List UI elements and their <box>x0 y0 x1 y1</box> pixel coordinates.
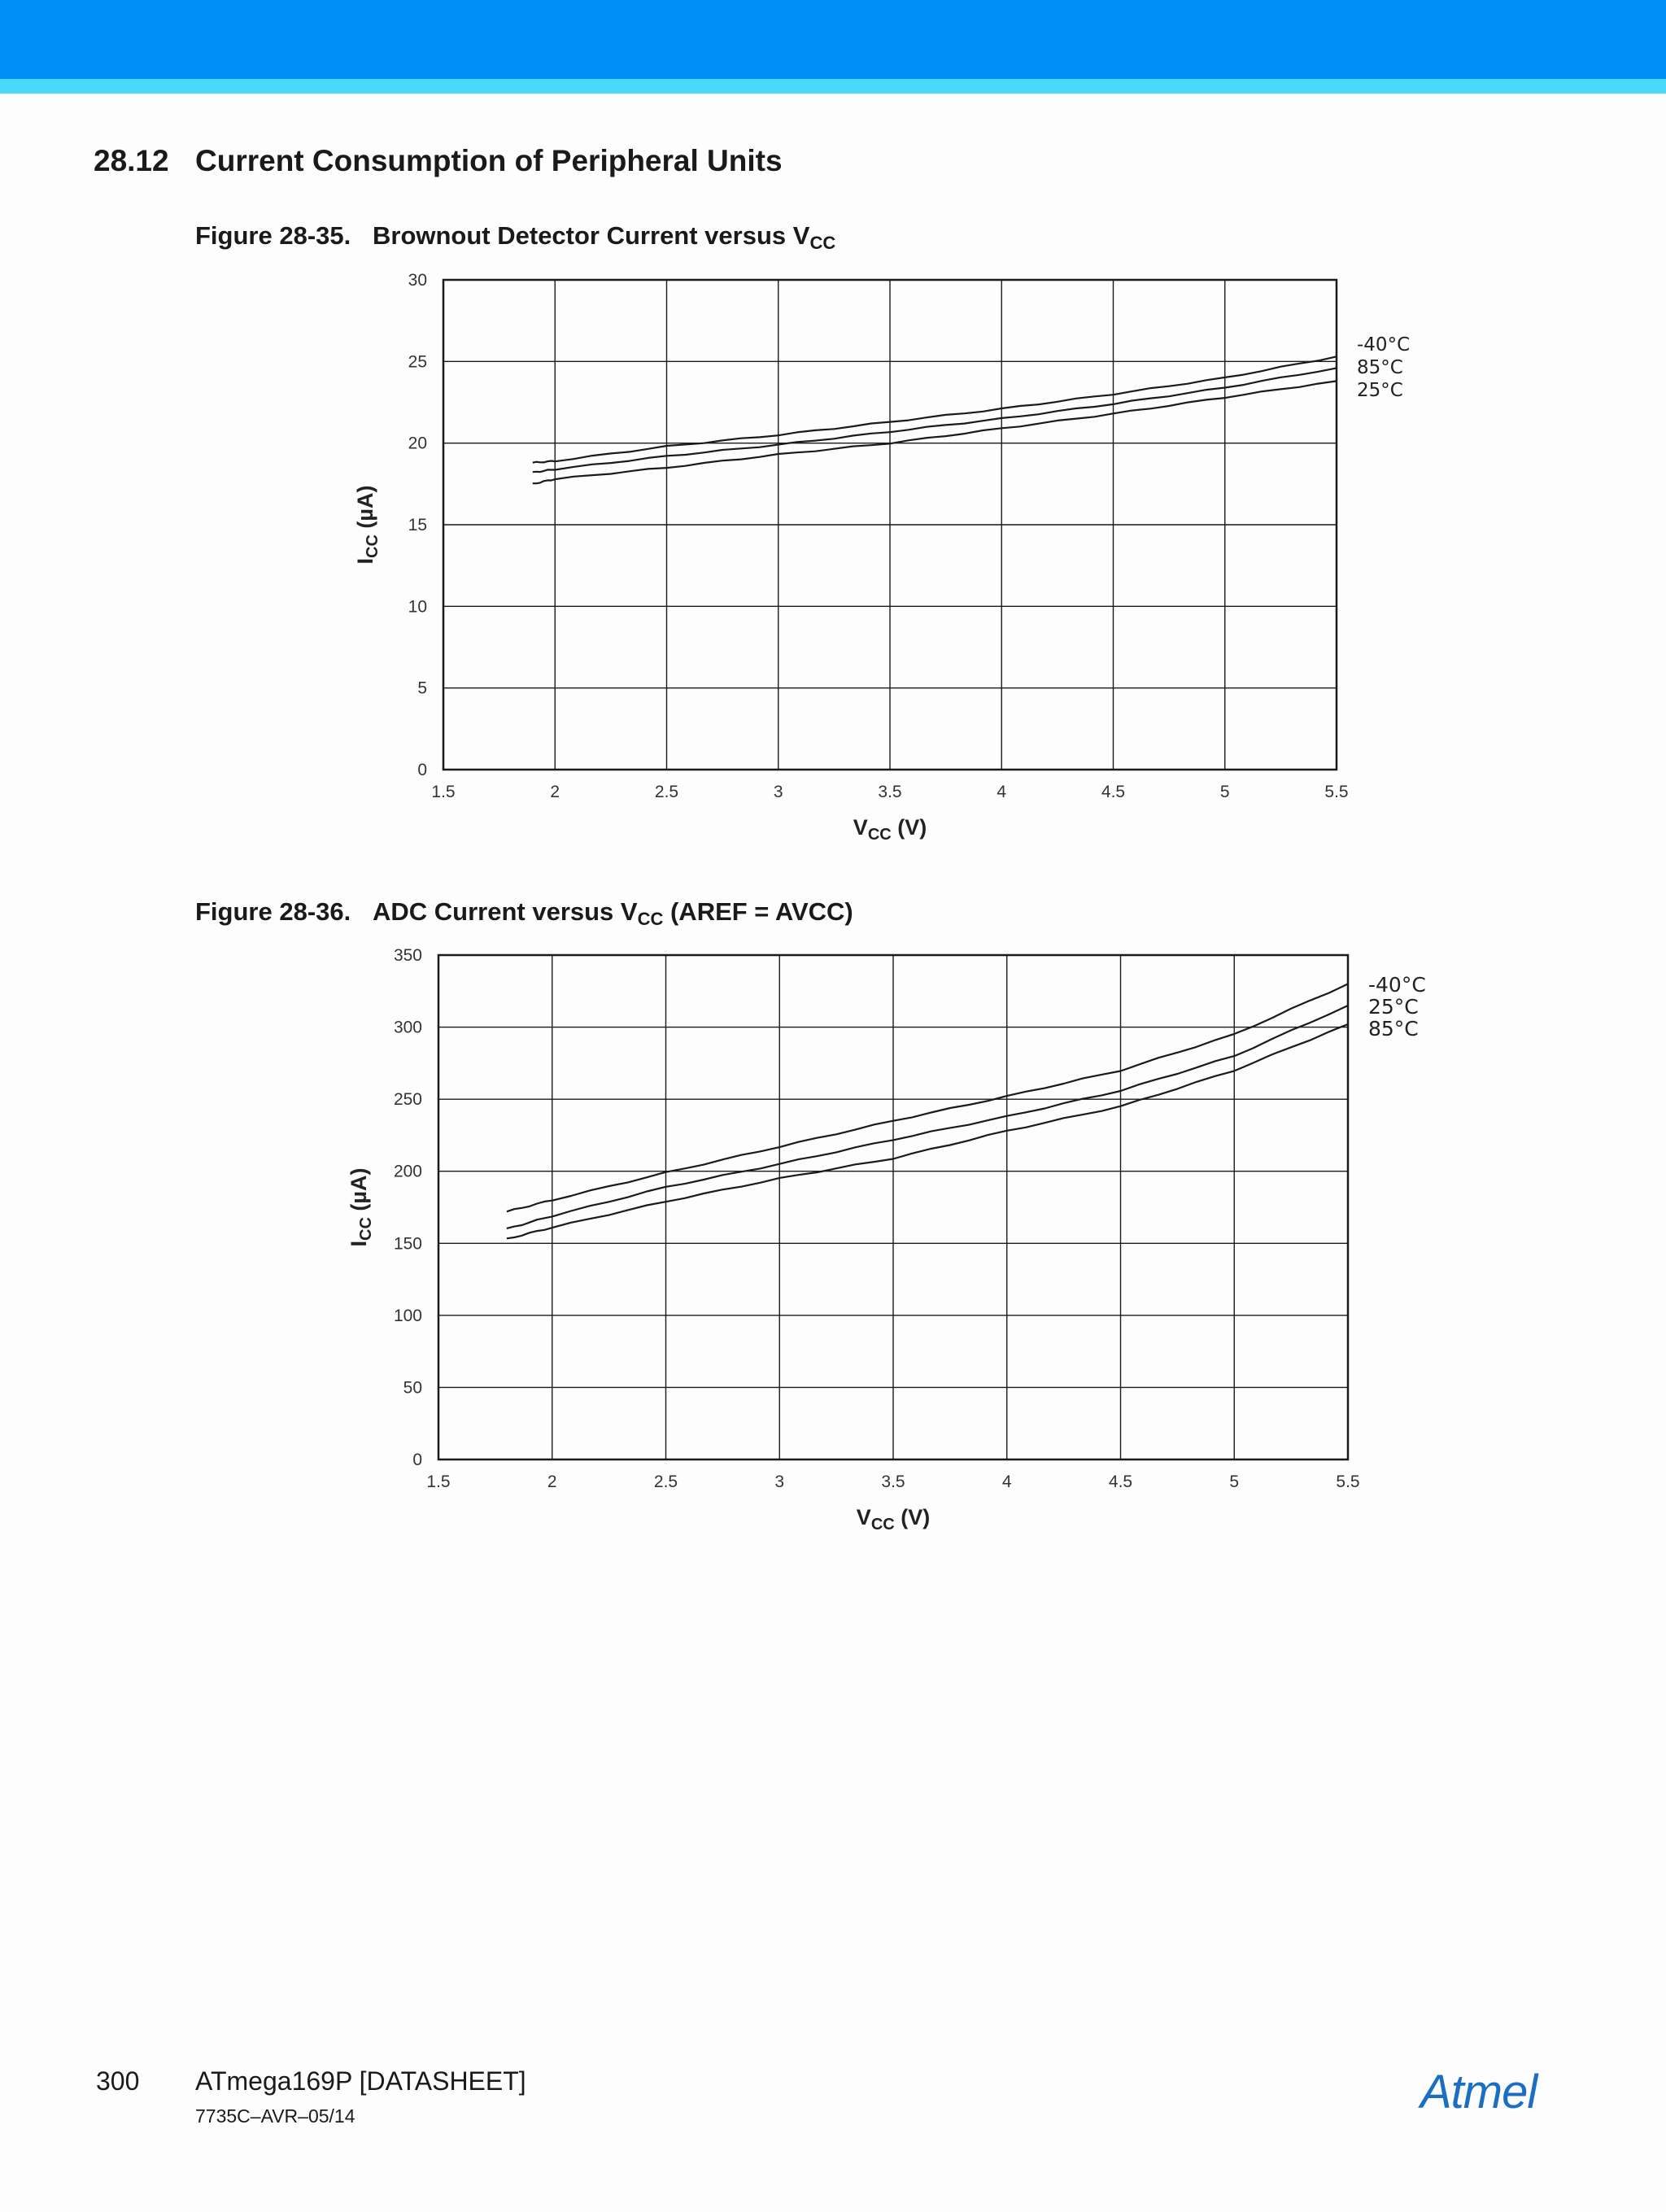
y-tick-label: 50 <box>403 1378 422 1398</box>
y-axis-title: $I_{CC}$ (µA) <box>347 1167 375 1247</box>
x-tick-label: 5.5 <box>1336 1472 1360 1491</box>
y-axis-title: $I_{CC}$ (µA) <box>353 485 382 565</box>
section-heading <box>94 144 783 178</box>
header-bar <box>0 0 1666 79</box>
section-number: 28.12 <box>94 144 169 177</box>
x-tick-label: 1.5 <box>426 1472 451 1491</box>
legend-label: 85°C <box>1368 1017 1419 1041</box>
y-tick-label: 20 <box>408 434 427 453</box>
adc-current-chart <box>0 944 1464 1546</box>
legend-label: 25°C <box>1368 995 1419 1019</box>
x-tick-label: 2 <box>550 783 560 801</box>
x-axis-title: $V_{CC}$ (V) <box>856 1505 931 1534</box>
y-tick-label: 15 <box>408 516 427 534</box>
y-tick-label: 30 <box>408 271 427 290</box>
document-code: 7735C–AVR–05/14 <box>195 2105 355 2127</box>
x-tick-label: 3.5 <box>881 1472 905 1491</box>
figure-title: Brownout Detector Current versus V <box>373 221 810 250</box>
x-tick-label: 5 <box>1219 783 1230 801</box>
x-tick-label: 3.5 <box>878 783 902 801</box>
section-title: Current Consumption of Peripheral Units <box>195 144 783 177</box>
header-stripe <box>0 79 1666 94</box>
series-line <box>507 1006 1348 1228</box>
page-number: 300 <box>96 2066 140 2096</box>
x-tick-label: 4 <box>997 783 1007 801</box>
x-tick-label: 2 <box>547 1472 557 1491</box>
y-tick-label: 5 <box>417 678 427 698</box>
document-title: ATmega169P [DATASHEET] <box>195 2066 526 2096</box>
x-tick-label: 1.5 <box>431 783 456 801</box>
legend-label: -40°C <box>1357 334 1411 356</box>
x-tick-label: 4 <box>1001 1472 1012 1491</box>
x-tick-label: 5 <box>1229 1472 1240 1491</box>
series-line <box>533 368 1337 472</box>
brownout-current-chart <box>0 268 1464 854</box>
y-tick-label: 250 <box>393 1090 422 1110</box>
y-tick-label: 300 <box>393 1018 422 1037</box>
figure-title-subscript: CC <box>637 909 664 929</box>
legend-label: -40°C <box>1368 973 1426 997</box>
series-line <box>533 356 1337 462</box>
y-tick-label: 100 <box>393 1306 422 1325</box>
series-line <box>533 381 1337 483</box>
figure-caption-adc <box>195 897 853 930</box>
x-tick-label: 5.5 <box>1324 783 1349 801</box>
y-tick-label: 150 <box>393 1234 422 1254</box>
x-tick-label: 4.5 <box>1108 1472 1133 1491</box>
y-tick-label: 350 <box>393 946 422 965</box>
x-tick-label: 2.5 <box>653 1472 678 1491</box>
y-tick-label: 0 <box>417 761 427 779</box>
x-tick-label: 4.5 <box>1101 783 1126 801</box>
atmel-logo: Atmel <box>1420 2066 1537 2118</box>
x-tick-label: 3 <box>773 783 783 801</box>
figure-caption-brownout <box>195 221 835 254</box>
legend-label: 85°C <box>1357 357 1403 378</box>
x-tick-label: 2.5 <box>654 783 679 801</box>
series-line <box>507 984 1348 1211</box>
x-tick-label: 3 <box>774 1472 785 1491</box>
y-tick-label: 0 <box>412 1451 422 1469</box>
figure-title-suffix: (AREF = AVCC) <box>663 897 853 926</box>
figure-number: Figure 28-36. <box>195 897 351 926</box>
y-tick-label: 200 <box>393 1162 422 1181</box>
y-tick-label: 10 <box>408 597 427 617</box>
x-axis-title: $V_{CC}$ (V) <box>853 815 927 844</box>
y-tick-label: 25 <box>408 352 427 372</box>
legend-label: 25°C <box>1357 380 1403 401</box>
figure-title: ADC Current versus V <box>373 897 638 926</box>
figure-number: Figure 28-35. <box>195 221 351 250</box>
figure-title-subscript: CC <box>809 233 836 253</box>
